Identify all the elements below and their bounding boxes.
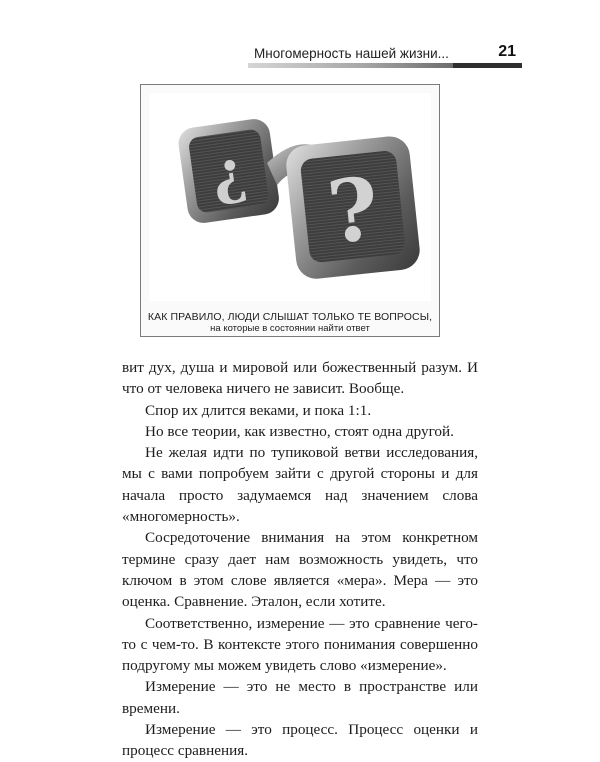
header-rule	[248, 63, 522, 68]
cufflinks-photo	[149, 93, 431, 301]
svg-text:?: ?	[208, 144, 252, 217]
figure	[140, 84, 440, 337]
running-header	[248, 43, 522, 65]
caption-line2: на которые в состоянии найти ответ	[210, 323, 370, 334]
paragraph: Измерение — это процесс. Процесс оценки и процесс сравнения.	[122, 721, 478, 760]
paragraph: Спор их длится веками, и пока 1:1.	[145, 401, 372, 419]
running-header-title: Многомерность нашей жизни...	[254, 46, 449, 61]
paragraph: вит дух, душа и мировой или божественный разум. И что от человека ничего не зависит. Вообще.	[122, 359, 478, 398]
paragraph: Измерение — это не место в пространстве или времени.	[122, 678, 478, 717]
svg-text:?: ?	[323, 158, 384, 264]
left-cufflink	[176, 117, 280, 225]
paragraph: Соответственно, измерение — это сравнение чего-то с чем-то. В контексте этого понимания совершенно подругому мы можем увидеть слово «измерение».	[122, 614, 478, 675]
page-number: 21	[498, 43, 516, 60]
paragraph: Сосредоточение внимания на этом конкретном термине сразу дает нам возможность увидеть, что ключом в этом слове является «мера». Мера — это оценка. Сравнение. Эталон, если хотите.	[122, 529, 478, 611]
figure-caption	[141, 311, 439, 334]
body-text	[122, 357, 478, 762]
caption-line1: КАК ПРАВИЛО, ЛЮДИ СЛЫШАТ ТОЛЬКО ТЕ ВОПРОСЫ,	[147, 311, 433, 323]
paragraph: Не желая идти по тупиковой ветви исследования, мы с вами попробуем зайти с другой стороны и для начала просто задумаемся над значением слова «многомерность».	[122, 444, 478, 526]
paragraph: Но все теории, как известно, стоят одна другой.	[145, 422, 454, 440]
right-cufflink	[284, 134, 421, 280]
